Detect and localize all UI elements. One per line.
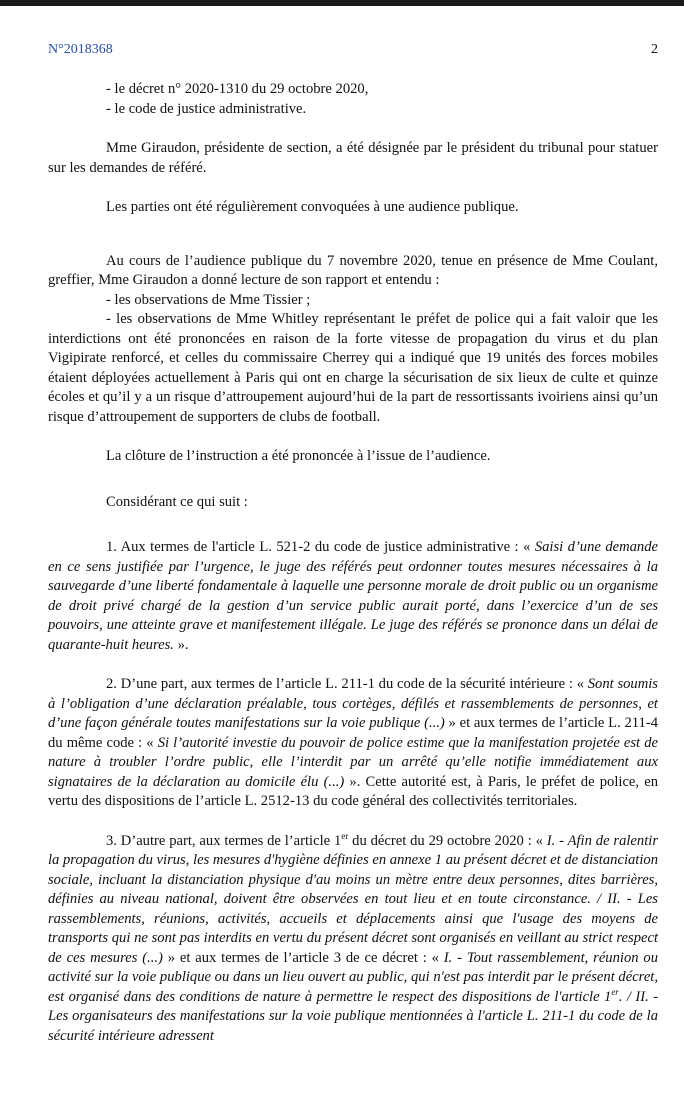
paragraph-2 — [48, 675, 658, 812]
para3-intro-sup: er — [341, 830, 349, 841]
para3-intro-b: du décret du 29 octobre 2020 : « — [348, 832, 547, 849]
page-number: 2 — [651, 42, 658, 57]
visa-code: - le code de justice administrative. — [106, 100, 307, 117]
para1-intro: 1. Aux termes de l'article L. 521-2 du code de justice administrative : « — [106, 539, 535, 555]
doc-number-prefix: N° — [48, 42, 64, 57]
cloture-paragraph: La clôture de l’instruction a été prononcée à l’issue de l’audience. — [106, 448, 491, 464]
audience-intro: Au cours de l’audience publique du 7 novembre 2020, tenue en présence de Mme Coulant, greffier, Mme Giraudon a donné lecture de son rapport et entendu : — [48, 252, 658, 288]
para2-intro: 2. D’une part, aux termes de l’article L. 211-1 du code de la sécurité intérieure : « — [106, 676, 588, 692]
para3-intro-a: 3. D’autre part, aux termes de l’article 1 — [106, 832, 342, 849]
para2-tail: ». Cette autorité est, à Paris, le préfet de police, en vertu des dispositions de l’article L. 2512-13 du code général des collectivités territoriales. — [48, 773, 658, 809]
paragraph-3 — [48, 832, 658, 1047]
paragraph-1 — [48, 538, 658, 655]
para2-quote-2: Si l’autorité investie du pouvoir de police estime que la manifestation projetée est de nature à troubler l’ordre public, elle l’interdit par un arrêté qu’elle notifie immédiatement aux signataires de la déclaration au domicile élu (...) — [48, 734, 658, 790]
para1-quote: Saisi d’une demande en ce sens justifiée par l’urgence, le juge des référés peut ordonner toutes mesures nécessaires à la sauvegarde d’une liberté fondamentale à laquelle une personne morale de droit public ou un organisme de droit privé chargé de la gestion d’un service public aurait porté, dans l’exercice d’un de ses pouvoirs, une atteinte grave et manifestement illégale. Le juge des référés se prononce dans un délai de quarante-huit heures. — [48, 539, 658, 653]
audience-item-tissier: - les observations de Mme Tissier ; — [106, 291, 311, 308]
convocation-paragraph: Les parties ont été régulièrement convoquées à une audience publique. — [106, 199, 519, 215]
para3-mid: » et aux termes de l’article 3 de ce décret : « — [162, 949, 444, 966]
document-body — [48, 80, 658, 1046]
para3-quote-2a: I. - Tout rassemblement, réunion ou activité sur la voie publique ou dans un lieu ouvert au public, qui n'est pas interdit par le présent décret, est organisé dans des conditions de nature à permettre le respect des dispositions de l'article 1 — [48, 949, 658, 1005]
para3-quote-2b: . / II. - Les organisateurs des manifestations sur la voie publique mentionnées à l'article L. 211-1 du code de la sécurité intérieure adressent — [48, 988, 658, 1044]
para3-quote-sup: er — [611, 986, 619, 997]
para3-quote-1: I. - Afin de ralentir la propagation du virus, les mesures d'hygiène définies en annexe 1 au présent décret et de distanciation sociale, incluant la distanciation physique d'au moins un mètre entre deux personnes, dites barrières, définies au niveau national, doivent être observées en tout lieu et en toute circonstance. / II. - Les rassemblements, réunions, activités, accueils et déplacements ainsi que l'usage des moyens de transports qui ne sont pas interdits en vertu du présent décret sont organisés en veillant au strict respect de ces mesures (...) — [48, 832, 658, 966]
para2-quote-1: Sont soumis à l’obligation d’une déclaration préalable, tous cortèges, défilés et rassemblements de personnes, et d’une façon générale toutes manifestations sur la voie publique (...) — [48, 676, 658, 731]
document-number — [48, 42, 113, 57]
top-edge-bar — [0, 0, 684, 6]
considerant-heading: Considérant ce qui suit : — [106, 493, 248, 510]
para1-close: ». — [173, 636, 189, 653]
visa-decret: - le décret n° 2020-1310 du 29 octobre 2020, — [106, 81, 369, 97]
para2-mid: » et aux termes de l’article L. 211-4 du même code : « — [48, 715, 659, 751]
designation-paragraph: Mme Giraudon, présidente de section, a été désignée par le président du tribunal pour statuer sur les demandes de référé. — [48, 140, 658, 176]
doc-number-value: 2018368 — [63, 42, 113, 57]
audience-item-whitley: - les observations de Mme Whitley représentant le préfet de police qui a fait valoir que les interdictions ont été prononcées en raison de la forte vitesse de propagation du virus et du plan Vigipirate renforcé, et celles du commissaire Cherrey qui a indiqué que 19 unités des forces mobiles étaient déployées actuellement à Paris qui ont en charge la sécurisation de six lieux de culte et quinze écoles et qu’il y a un risque d’attroupement aujourd’hui de la part de ressortissants ivoiriens ainsi qu’un risque d’attroupement de supporters de clubs de football. — [48, 311, 658, 425]
page-header — [48, 42, 658, 58]
